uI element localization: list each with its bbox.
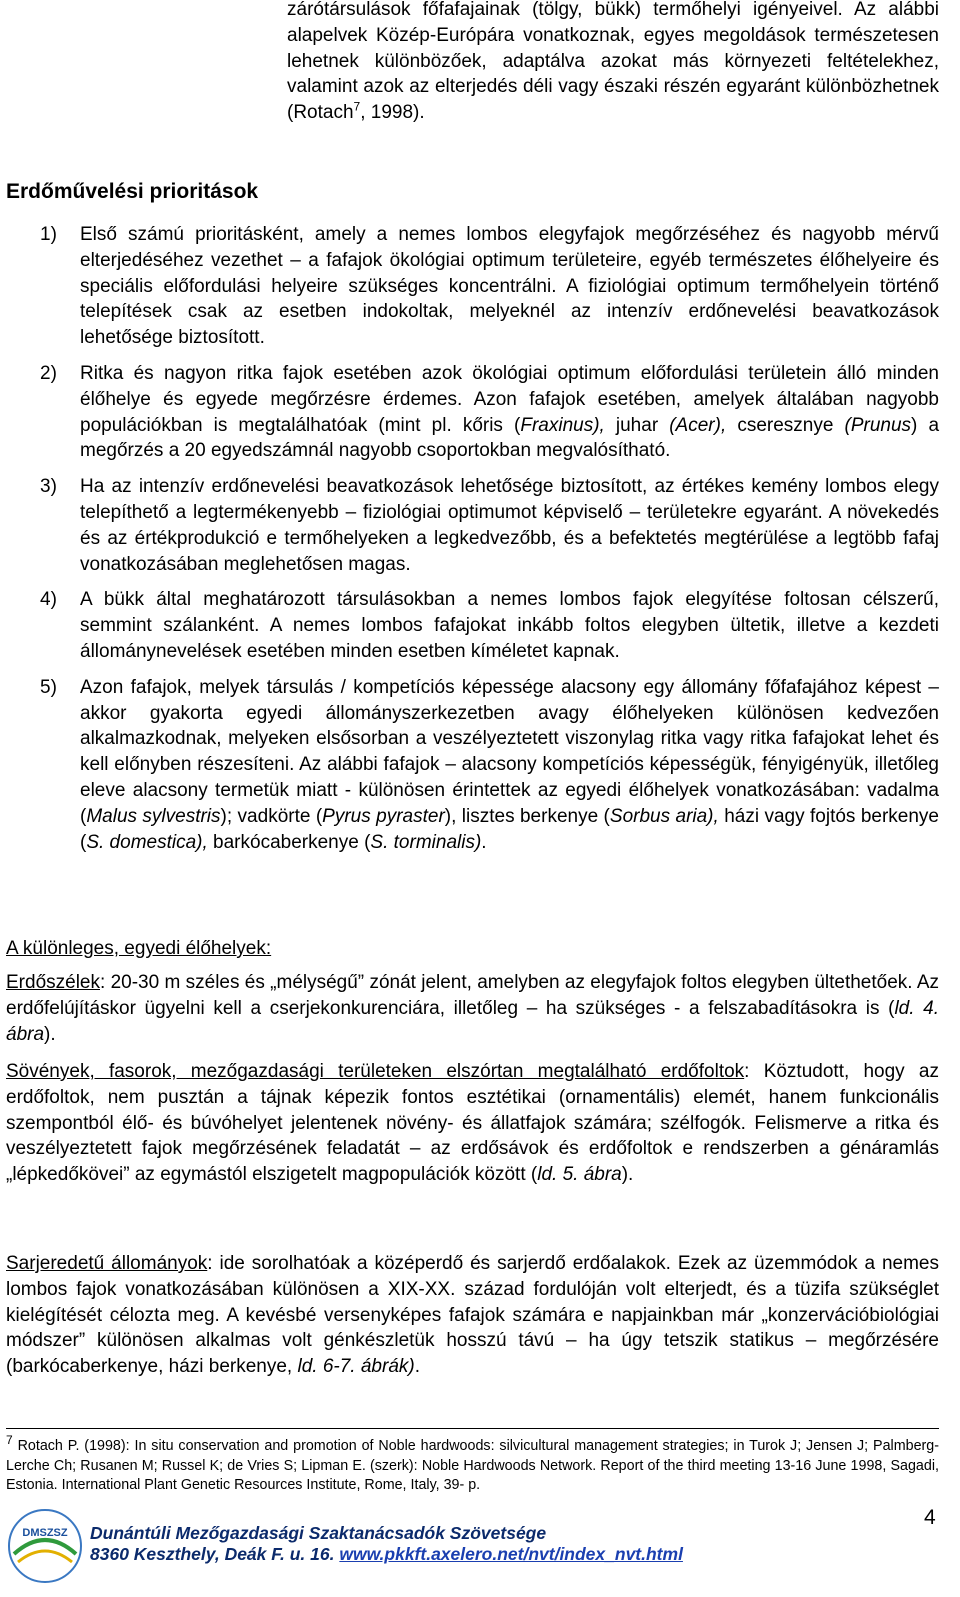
section-heading: Erdőművelési prioritások bbox=[6, 180, 259, 203]
footnote: $^7$ Rotach P. (1998): In situ conservation and promotion of Noble hardwoods: silvicultural management strategies; in Turok J; Jensen J; Palmberg-Lerche Ch; Rusanen M; Russel K; de Vries S; Lipman E. (szerk): Noble Hardwoods Network. Report of the third meeting 13-16 June 1998, Sagadi, Estonia. International Plant Genetic Resources Institute, Rome, Italy, 39- p. bbox=[6, 1433, 939, 1494]
list-item: 1) Első számú prioritásként, amely a nemes lombos elegyfajok megőrzéséhez és nagyobb mérvű elterjedéséhez vezethet – a fafajok ökológiai optimum területeire, egyéb természetes élőhelyeire és speciális előfordulási helyeire szükséges koncentrálni. A fiziológiai optimum termőhelyein történő telepítések csak az esetben indokoltak, melyeknél az intenzív erdőnevelési beavatkozások lehetősége biztosított. bbox=[40, 224, 939, 349]
list-item: 3) Ha az intenzív erdőnevelési beavatkozások lehetősége biztosított, az értékes kemény lombos elegy telepíthető a legtermékenyebb – fiziológiai optimumot képviselő – területekre egyaránt. A növekedés és az értékprodukció e termőhelyeken a legkedvezőbb, és a befektetés megtérülése a legtöbb fafaj vonatkozásában meglehetősen magas. bbox=[40, 476, 939, 575]
footnote-divider bbox=[6, 1428, 939, 1429]
website-link[interactable]: www.pkkft.axelero.net/nvt/index_nvt.html bbox=[339, 1544, 683, 1564]
footnote-ref[interactable]: 7 bbox=[353, 99, 361, 114]
list-item: 4) A bükk által meghatározott társulásokban a nemes lombos fajok elegyítése foltosan célszerű, semmint szálanként. A nemes lombos fafajokat inkább foltos elegyben ültetik, illetve a kezdeti állománynevelések esetében minden esetben kíméletet kapnak. bbox=[40, 589, 939, 662]
intro-paragraph: zárótársulások főfafajainak (tölgy, bükk) termőhelyi igényeivel. Az alábbi alapelvek Közép-Európára vonatkoznak, egyes megoldások természetesen lehetnek különbözőek, adaptálva azokat más környezeti feltételekhez, valamint azok az elterjedés déli vagy északi részén egyaránt különbözhetnek (Rotach$^7$, 1998). bbox=[287, 0, 939, 124]
organization-logo bbox=[4, 1506, 86, 1586]
svg-text:DMSZSZ: DMSZSZ bbox=[22, 1527, 68, 1539]
list-item: 2) Ritka és nagyon ritka fajok esetében azok ökológiai optimum előfordulási területein álló minden élőhelye és egyede megőrzésre érdemes. Azon fafajok esetében, amelyek általában nagyobb populációkban is megtalálhatóak (mint pl. kőris (Fraxinus), juhar (Acer), cseresznye (Prunus) a megőrzés a 20 egyedszámnál nagyobb csoportokban megvalósítható. bbox=[40, 362, 940, 462]
page-number: 4 bbox=[924, 1506, 936, 1529]
organization-address: 8360 Keszthely, Deák F. u. 16. www.pkkft.axelero.net/nvt/index_nvt.html bbox=[90, 1544, 683, 1564]
list-item: 5) Azon fafajok, melyek társulás / kompetíciós képessége alacsony egy állomány főfafajához képest – akkor gyakorta egyedi állományszerkezetben avagy élőhelyeken különösen kedvezően alkalmazkodnak, melyeken elsősorban a veszélyeztetett viszonylag ritka vagy ritka fafajokat lehet és kell előnyben részesíteni. Az alábbi fafajok – alacsony kompetíciós képességük, fényigényük, illetőleg eleve alacsony termetük miatt - különösen érintettek az egyedi élőhelyek vonatkozásában: vadalma (Malus sylvestris); vadkörte (Pyrus pyraster), lisztes berkenye (Sorbus aria), házi vagy fojtós berkenye (S. domestica), barkócaberkenye (S. torminalis). bbox=[40, 676, 939, 853]
special-habitats-heading: A különleges, egyedi élőhelyek: bbox=[6, 938, 272, 959]
coppice-paragraph: Sarjeredetű állományok: ide sorolhatóak a középerdő és sarjerdő erdőalakok. Ezek az üzemmódok a nemes lombos fajok vonatkozásában különösen a XIX-XX. század fordulóján volt elterjedt, és a tüzifa szükséglet kielégítését célozta meg. A kevésbé versenyképes fafajok számára e napjainkban már „konzervációbiológiai módszer” különösen alkalmas volt génkészletük hosszú távú – ha úgy tetszik statikus – megőrzésére (barkócaberkenye, házi berkenye, ld. 6-7. ábrák). bbox=[6, 1253, 939, 1378]
hedgerows-paragraph: Sövények, fasorok, mezőgazdasági területeken elszórtan megtalálható erdőfoltok: Köztudott, hogy az erdőfoltok, nem pusztán a tájnak képezik fontos esztétikai (ornamentális) elemét, hanem funkcionális szempontból élő- és búvóhelyet jelentenek növény- és állatfajok számára; szélfogók. Felismerve a ritka és veszélyeztetett fajok megőrzésének feladatát – az erdősávok és erdőfoltok e rendszerben a génáramlás „lépkedőkövei” az egymástól elszigetelt magpopulációk között (ld. 5. ábra). bbox=[6, 1061, 939, 1186]
priority-list bbox=[6, 222, 939, 855]
forest-edges-paragraph: Erdőszélek: 20-30 m széles és „mélységű” zónát jelent, amelyben az elegyfajok foltos elegyben ültethetőek. Az erdőfelújításkor ügyelni kell a cserjekonkurenciára, illetőleg – ha szükséges - a felszabadításokra is (ld. 4. ábra). bbox=[6, 972, 939, 1045]
organization-name: Dunántúli Mezőgazdasági Szaktanácsadók Szövetsége bbox=[90, 1523, 547, 1543]
